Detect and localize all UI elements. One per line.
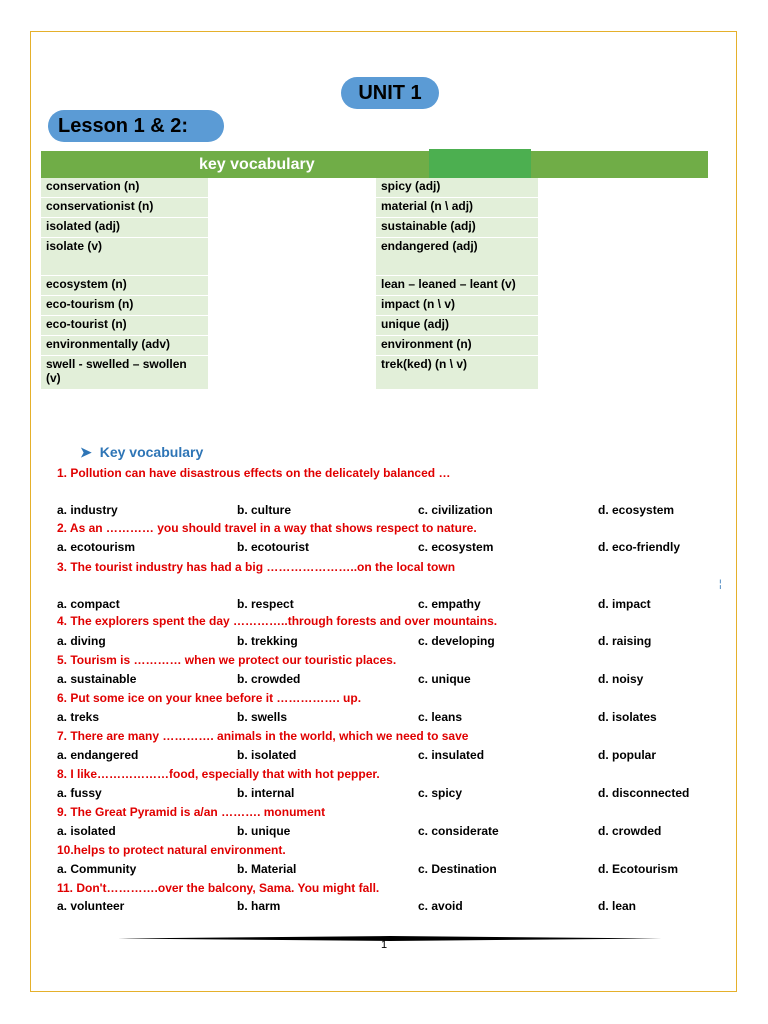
vocab-term: environmentally (adv): [41, 336, 208, 356]
question-text: 2. As an ………… you should travel in a way that shows respect to nature.: [57, 521, 477, 535]
section-heading: [80, 444, 203, 461]
answer-option: d. crowded: [598, 824, 662, 838]
answer-option: c. considerate: [418, 824, 499, 838]
vocab-header-bar: [41, 151, 708, 178]
vocab-table-left: [41, 178, 208, 390]
section-title: Key vocabulary: [99, 444, 204, 460]
vocab-term: impact (n \ v): [376, 296, 538, 316]
vocab-term: material (n \ adj): [376, 198, 538, 218]
answer-option: b. unique: [237, 824, 291, 838]
answer-option: d. noisy: [598, 672, 644, 686]
question-text: 3. The tourist industry has had a big …………………..on the local town: [57, 560, 456, 574]
answer-option: c. civilization: [418, 503, 493, 517]
page-number: 1: [381, 939, 388, 951]
answer-option: c. developing: [418, 634, 495, 648]
answer-option: b. swells: [237, 710, 288, 724]
question-text: 6. Put some ice on your knee before it ……………. up.: [57, 691, 362, 705]
answer-option: b. internal: [237, 786, 295, 800]
answer-option: c. leans: [418, 710, 463, 724]
question-text: 8. I like………………food, especially that with hot pepper.: [57, 767, 380, 781]
answer-option: b. trekking: [237, 634, 298, 648]
vocab-term: endangered (adj): [376, 238, 538, 276]
question-text: 11. Don't………….over the balcony, Sama. You might fall.: [57, 881, 380, 895]
question-text: 1. Pollution can have disastrous effects on the delicately balanced …: [57, 466, 451, 480]
answer-option: d. disconnected: [598, 786, 690, 800]
answer-option: c. Destination: [418, 862, 497, 876]
answer-option: a. endangered: [57, 748, 139, 762]
answer-option: a. fussy: [57, 786, 102, 800]
vocab-term: ecosystem (n): [41, 276, 208, 296]
answer-option: d. lean: [598, 899, 637, 913]
vocab-term: isolate (v): [41, 238, 208, 276]
vocab-term: conservation (n): [41, 178, 208, 198]
answer-option: d. Ecotourism: [598, 862, 679, 876]
answer-option: c. unique: [418, 672, 471, 686]
question-text: 9. The Great Pyramid is a/an ………. monument: [57, 805, 326, 819]
arrow-bullet-icon: ➤: [80, 444, 92, 460]
vocab-term: eco-tourism (n): [41, 296, 208, 316]
footer-divider: [118, 936, 662, 941]
answer-option: d. isolates: [598, 710, 657, 724]
answer-option: d. popular: [598, 748, 656, 762]
answer-option: b. isolated: [237, 748, 297, 762]
answer-option: d. eco-friendly: [598, 540, 681, 554]
vocab-header: key vocabulary: [199, 156, 315, 173]
answer-option: a. ecotourism: [57, 540, 136, 554]
answer-option: a. compact: [57, 597, 120, 611]
vocab-term: conservationist (n): [41, 198, 208, 218]
answer-option: b. harm: [237, 899, 281, 913]
question-text: 4. The explorers spent the day …………..through forests and over mountains.: [57, 614, 498, 628]
question-text: 5. Tourism is ………… when we protect our touristic places.: [57, 653, 397, 667]
margin-mark: ¦: [719, 579, 722, 590]
answer-option: c. spicy: [418, 786, 463, 800]
vocab-term: trek(ked) (n \ v): [376, 356, 538, 390]
question-text: 10.helps to protect natural environment.: [57, 843, 286, 857]
answer-option: c. avoid: [418, 899, 463, 913]
answer-option: c. ecosystem: [418, 540, 494, 554]
unit-title: UNIT 1: [341, 77, 439, 109]
vocab-term: unique (adj): [376, 316, 538, 336]
answer-option: a. diving: [57, 634, 106, 648]
vocab-term: environment (n): [376, 336, 538, 356]
vocab-term: lean – leaned – leant (v): [376, 276, 538, 296]
vocab-table-right: [376, 178, 538, 390]
answer-option: b. Material: [237, 862, 297, 876]
answer-option: a. treks: [57, 710, 100, 724]
answer-option: d. raising: [598, 634, 652, 648]
answer-option: b. ecotourist: [237, 540, 310, 554]
answer-option: c. empathy: [418, 597, 481, 611]
vocab-term: spicy (adj): [376, 178, 538, 198]
answer-option: b. crowded: [237, 672, 301, 686]
answer-option: d. ecosystem: [598, 503, 675, 517]
lesson-title: Lesson 1 & 2:: [48, 110, 224, 142]
answer-option: a. sustainable: [57, 672, 137, 686]
vocab-term: swell - swelled – swollen (v): [41, 356, 208, 390]
question-text: 7. There are many …………. animals in the world, which we need to save: [57, 729, 469, 743]
vocab-term: isolated (adj): [41, 218, 208, 238]
header-accent: [429, 149, 531, 178]
answer-option: d. impact: [598, 597, 651, 611]
answer-option: a. volunteer: [57, 899, 125, 913]
answer-option: a. industry: [57, 503, 118, 517]
answer-option: b. respect: [237, 597, 294, 611]
vocab-term: sustainable (adj): [376, 218, 538, 238]
vocab-term: eco-tourist (n): [41, 316, 208, 336]
answer-option: a. isolated: [57, 824, 116, 838]
answer-option: b. culture: [237, 503, 292, 517]
answer-option: c. insulated: [418, 748, 485, 762]
answer-option: a. Community: [57, 862, 137, 876]
